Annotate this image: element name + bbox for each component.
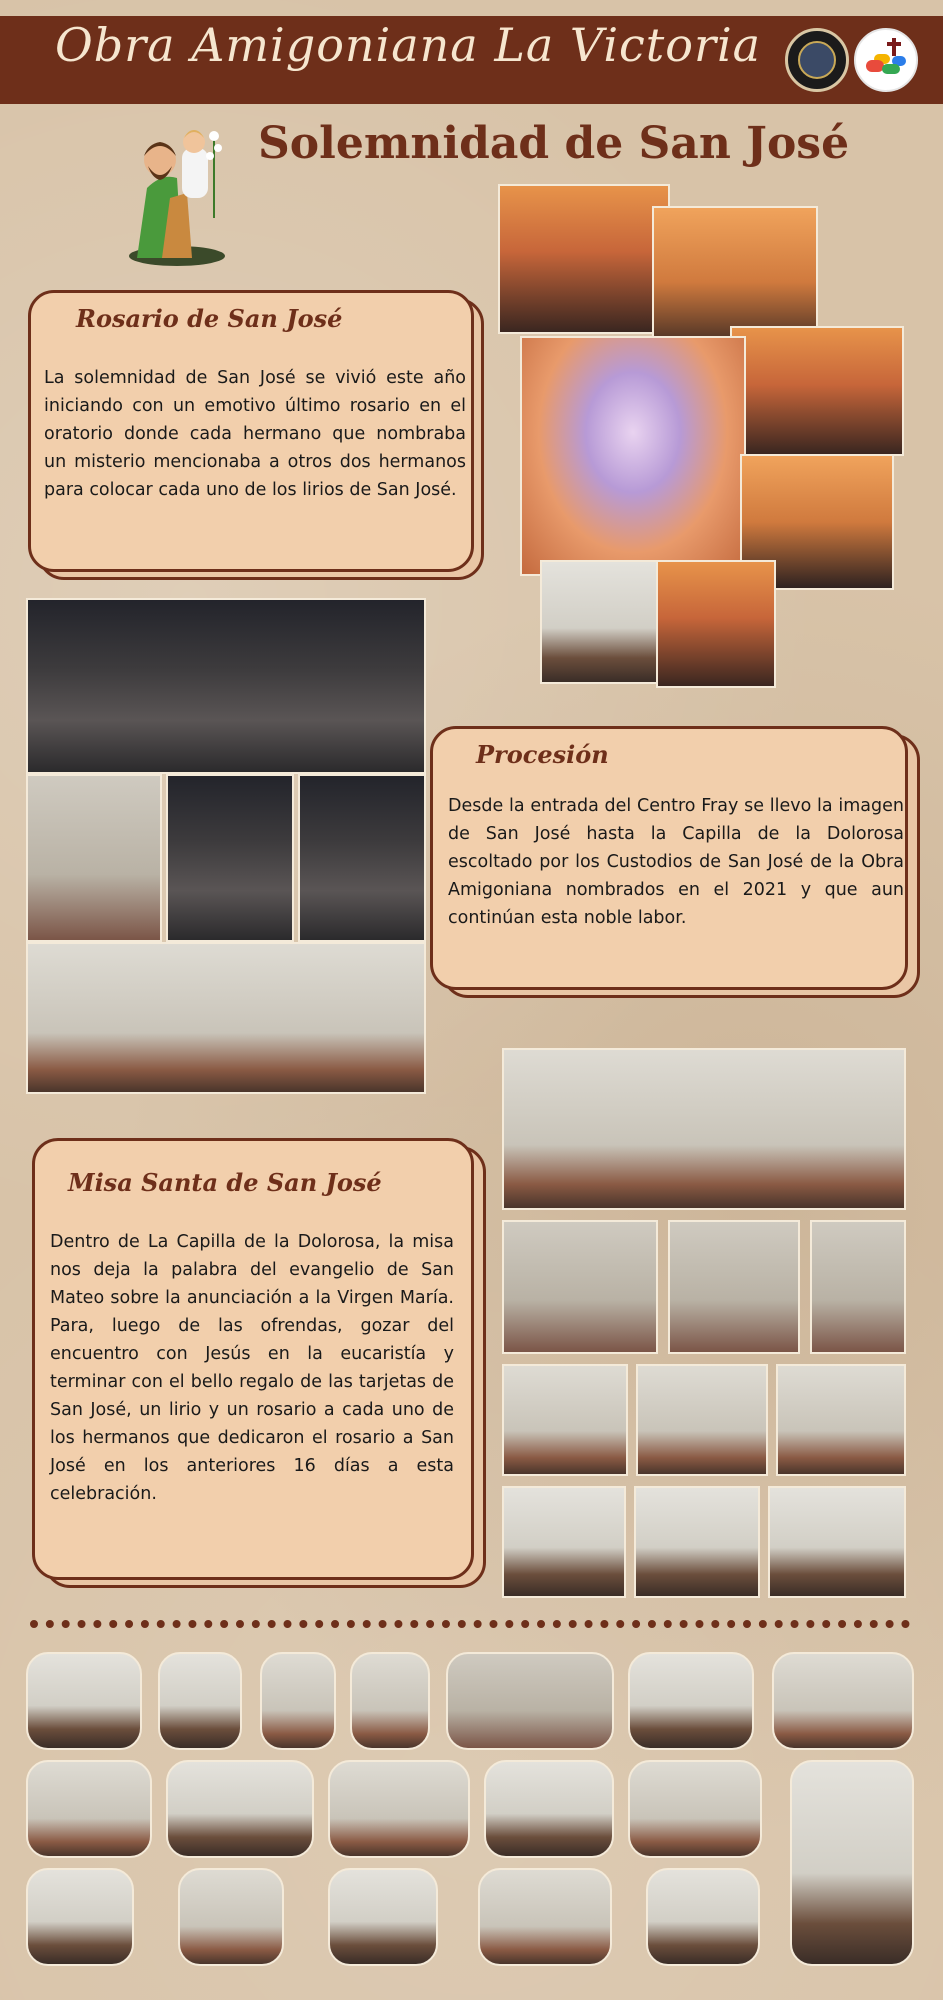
gallery-photo (26, 1868, 134, 1966)
procesion-title: Procesión (476, 740, 609, 769)
mass-photo (776, 1364, 906, 1476)
gallery-photo (478, 1868, 612, 1966)
mass-photo (634, 1486, 760, 1598)
mass-photo (502, 1220, 658, 1354)
rosario-title: Rosario de San José (76, 304, 343, 333)
mass-photo (636, 1364, 768, 1476)
rosario-photo (730, 326, 904, 456)
gallery-photo (628, 1652, 754, 1750)
gallery-photo (772, 1652, 914, 1750)
gallery-photo (446, 1652, 614, 1750)
page-title: Obra Amigoniana La Victoria (55, 18, 762, 72)
misa-text: Dentro de La Capilla de la Dolorosa, la misa nos deja la palabra del evangelio de San Mateo sobre la anunciación a la Virgen María. Para, luego de las ofrendas, gozar del encuentro con Jesús en la eucaristía y terminar con el bello regalo de las tarjetas de San José, un lirio y un rosario a cada uno de los hermanos que dedicaron el rosario a San José en los anteriores 16 días a esta celebración. (50, 1232, 454, 1504)
mass-photo (768, 1486, 906, 1598)
mass-photo (668, 1220, 800, 1354)
procession-photo (26, 598, 426, 774)
rosario-text: La solemnidad de San José se vivió este año iniciando con un emotivo último rosario en el oratorio donde cada hermano que nombraba un misterio mencionaba a otros dos hermanos para colocar cada uno de los lirios de San José. (44, 368, 466, 500)
procesion-text: Desde la entrada del Centro Fray se llevo la imagen de San José hasta la Capilla de la Dolorosa escoltado por los Custodios de San José de la Obra Amigoniana nombrados en el 2021 y que aun continúan esta noble labor. (448, 796, 904, 928)
gallery-photo (26, 1652, 142, 1750)
gallery-photo (166, 1760, 314, 1858)
gallery-photo (178, 1868, 284, 1966)
gallery-photo (158, 1652, 242, 1750)
rosario-photo (656, 560, 776, 688)
mass-photo (810, 1220, 906, 1354)
chapel-photo (26, 942, 426, 1094)
peregrinos-logo (854, 28, 918, 92)
gallery-photo (646, 1868, 760, 1966)
mass-photo (502, 1486, 626, 1598)
shield-emblem-icon (798, 41, 836, 79)
event-subtitle: Solemnidad de San José (258, 118, 850, 169)
gallery-photo (26, 1760, 152, 1858)
saint-joseph-illustration (122, 118, 232, 268)
gallery-photo (484, 1760, 614, 1858)
procession-photo (298, 774, 426, 942)
gallery-photo (328, 1760, 470, 1858)
rosario-photo (540, 560, 664, 684)
gallery-photo (260, 1652, 336, 1750)
dotted-divider (30, 1620, 910, 1628)
misa-title: Misa Santa de San José (68, 1168, 382, 1197)
procession-photo (26, 774, 162, 942)
cross-icon (892, 38, 896, 56)
procession-photo (166, 774, 294, 942)
religious-order-logo (785, 28, 849, 92)
rosario-photo (498, 184, 670, 334)
priest-portrait-photo (790, 1760, 914, 1966)
mass-photo (502, 1364, 628, 1476)
mass-photo (502, 1048, 906, 1210)
gallery-photo (628, 1760, 762, 1858)
gallery-photo (328, 1868, 438, 1966)
altar-photo (520, 336, 746, 576)
gallery-photo (350, 1652, 430, 1750)
